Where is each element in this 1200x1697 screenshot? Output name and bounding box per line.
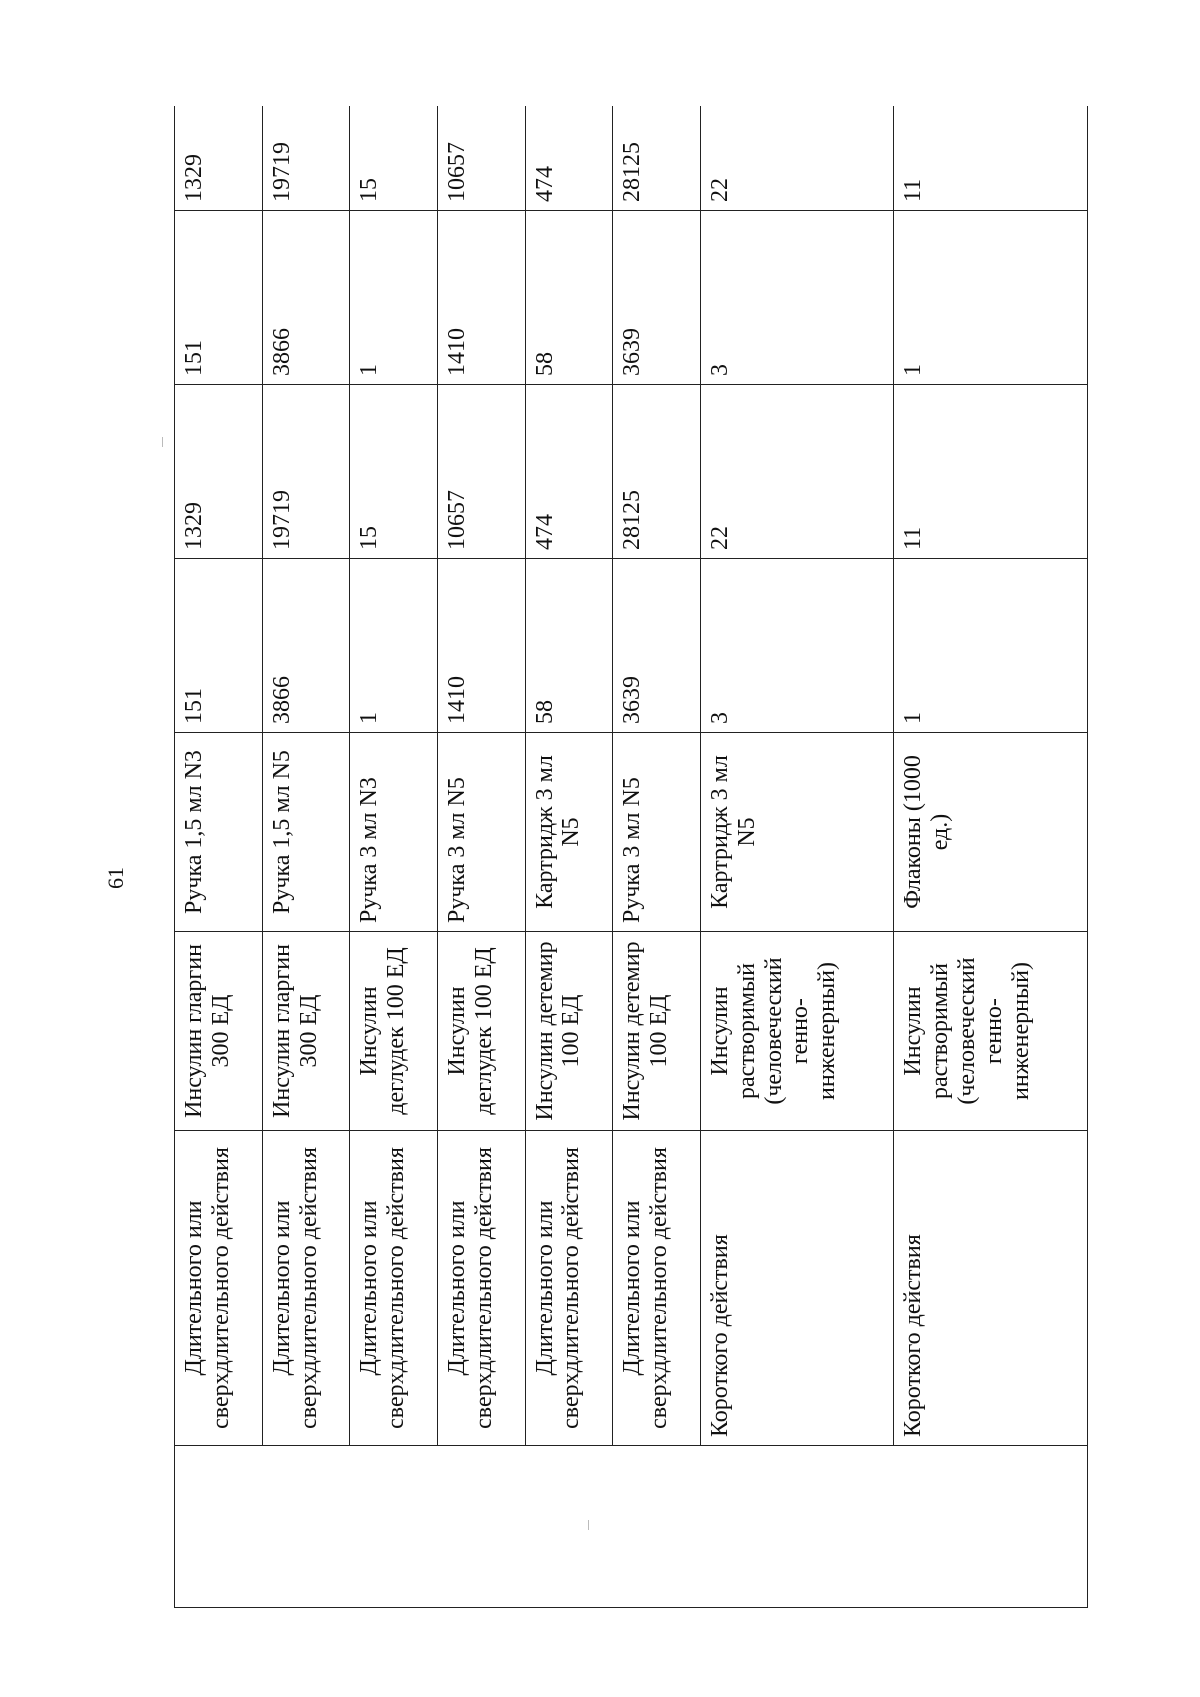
drug-name-cell: Инсулин деглудек 100 ЕД xyxy=(350,932,438,1131)
value-cell: 3866 xyxy=(262,559,350,733)
value-cell: 28125 xyxy=(613,385,701,559)
value-cell: 1 xyxy=(894,211,1088,385)
value-cell: 58 xyxy=(525,211,613,385)
drug-name-cell: Инсулин гларгин 300 ЕД xyxy=(175,932,263,1131)
table-row xyxy=(175,106,263,1608)
blank-cell xyxy=(175,1446,1088,1608)
table-row xyxy=(262,106,350,1608)
dosage-form-cell: Картридж 3 мл N5 xyxy=(525,733,613,932)
table-row xyxy=(613,106,701,1608)
value-cell: 151 xyxy=(175,559,263,733)
value-cell: 151 xyxy=(175,211,263,385)
drug-name-cell: Инсулин детемир 100 ЕД xyxy=(613,932,701,1131)
page-number: 61 xyxy=(103,867,128,889)
value-cell: 1329 xyxy=(175,106,263,211)
insulin-type-cell: Длительного или сверхдлительного действия xyxy=(175,1131,263,1446)
value-cell: 58 xyxy=(525,559,613,733)
value-cell: 3639 xyxy=(613,559,701,733)
insulin-type-cell: Короткого действия xyxy=(700,1131,894,1446)
value-cell: 15 xyxy=(350,106,438,211)
drug-name-cell: Инсулин растворимый (человеческий генно-инженерный) xyxy=(894,932,1088,1131)
value-cell: 3866 xyxy=(262,211,350,385)
insulin-type-cell: Длительного или сверхдлительного действия xyxy=(437,1131,525,1446)
dosage-form-cell: Ручка 3 мл N5 xyxy=(613,733,701,932)
scan-mark xyxy=(588,1520,589,1530)
value-cell: 11 xyxy=(894,385,1088,559)
value-cell: 10657 xyxy=(437,385,525,559)
value-cell: 1 xyxy=(350,559,438,733)
table-row xyxy=(437,106,525,1608)
value-cell: 474 xyxy=(525,106,613,211)
insulin-type-cell: Длительного или сверхдлительного действия xyxy=(350,1131,438,1446)
insulin-type-cell: Длительного или сверхдлительного действия xyxy=(525,1131,613,1446)
value-cell: 1410 xyxy=(437,211,525,385)
value-cell: 1 xyxy=(350,211,438,385)
dosage-form-cell: Ручка 1,5 мл N5 xyxy=(262,733,350,932)
dosage-form-cell: Ручка 3 мл N5 xyxy=(437,733,525,932)
drug-name-cell: Инсулин растворимый (человеческий генно-инженерный) xyxy=(700,932,894,1131)
insulin-type-cell: Короткого действия xyxy=(894,1131,1088,1446)
drug-name-cell: Инсулин гларгин 300 ЕД xyxy=(262,932,350,1131)
value-cell: 19719 xyxy=(262,385,350,559)
insulin-type-cell: Длительного или сверхдлительного действия xyxy=(613,1131,701,1446)
value-cell: 11 xyxy=(894,106,1088,211)
table-row xyxy=(525,106,613,1608)
table-container xyxy=(174,106,1088,1608)
value-cell: 1410 xyxy=(437,559,525,733)
value-cell: 474 xyxy=(525,385,613,559)
value-cell: 28125 xyxy=(613,106,701,211)
value-cell: 19719 xyxy=(262,106,350,211)
value-cell: 3639 xyxy=(613,211,701,385)
value-cell: 3 xyxy=(700,211,894,385)
value-cell: 15 xyxy=(350,385,438,559)
insulin-type-cell: Длительного или сверхдлительного действия xyxy=(262,1131,350,1446)
dosage-form-cell: Картридж 3 мл N5 xyxy=(700,733,894,932)
insulin-table xyxy=(174,106,1088,1608)
value-cell: 10657 xyxy=(437,106,525,211)
dosage-form-cell: Флаконы (1000 ед.) xyxy=(894,733,1088,932)
dosage-form-cell: Ручка 1,5 мл N3 xyxy=(175,733,263,932)
value-cell: 22 xyxy=(700,106,894,211)
table-row xyxy=(350,106,438,1608)
value-cell: 1 xyxy=(894,559,1088,733)
drug-name-cell: Инсулин деглудек 100 ЕД xyxy=(437,932,525,1131)
table-row xyxy=(700,106,894,1608)
value-cell: 1329 xyxy=(175,385,263,559)
table-row xyxy=(894,106,1088,1608)
drug-name-cell: Инсулин детемир 100 ЕД xyxy=(525,932,613,1131)
value-cell: 22 xyxy=(700,385,894,559)
scan-mark xyxy=(162,437,163,447)
value-cell: 3 xyxy=(700,559,894,733)
dosage-form-cell: Ручка 3 мл N3 xyxy=(350,733,438,932)
